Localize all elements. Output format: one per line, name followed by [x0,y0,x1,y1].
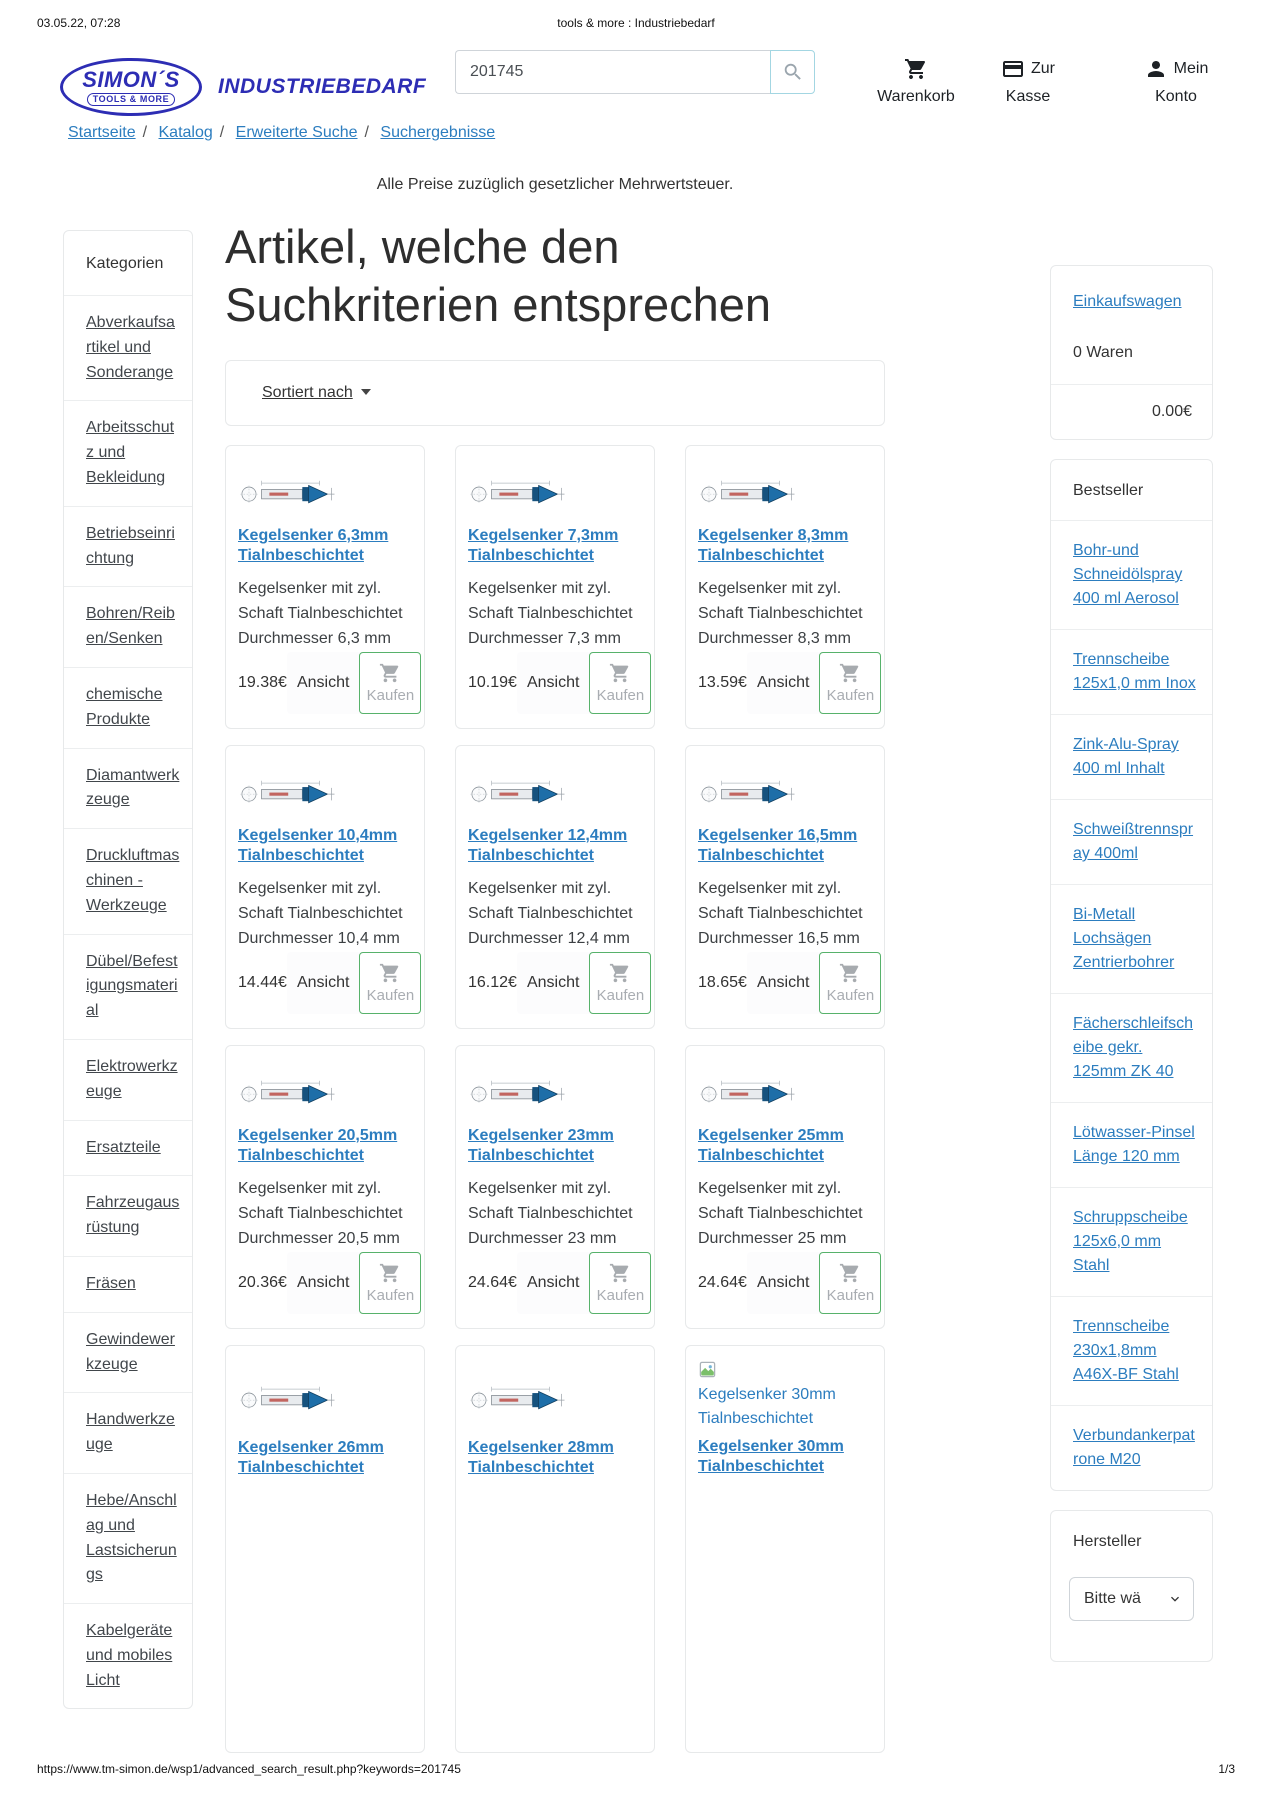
product-title-link[interactable]: Kegelsenker 26mm Tialnbeschichtet [238,1438,384,1477]
category-item [64,295,192,400]
nav-account-label-2: Konto [1155,88,1197,105]
product-card [455,1345,655,1753]
product-price: 24.64€ [468,1273,517,1291]
print-url: https://www.tm-simon.de/wsp1/advanced_search_result.php?keywords=201745 [37,1762,461,1776]
bestseller-link[interactable]: Bi-Metall Lochsägen Zentrierbohrer [1073,906,1175,971]
broken-image-icon [698,1360,717,1379]
cart-icon [904,57,928,81]
right-sidebar [1050,265,1213,1681]
category-item [64,400,192,505]
product-title-link[interactable]: Kegelsenker 25mm Tialnbeschichtet [698,1126,844,1165]
product-card [455,445,655,729]
category-item [64,748,192,829]
bestseller-list [1051,520,1212,1490]
breadcrumb-separator: / [364,124,369,141]
buy-button[interactable] [359,952,421,1014]
bestseller-item [1051,1296,1212,1405]
bestseller-title: Bestseller [1073,482,1144,499]
bestseller-item [1051,884,1212,993]
chevron-down-icon [1167,1591,1183,1607]
bestseller-item [1051,1405,1212,1490]
product-description: Kegelsenker mit zyl. Schaft Tialnbeschichtet Durchmesser 6,3 mm [238,580,403,647]
nav-checkout[interactable] [985,56,1071,106]
bestseller-item [1051,1187,1212,1296]
shop-logo[interactable] [60,58,426,116]
product-price: 14.44€ [238,973,287,991]
nav-cart[interactable] [870,56,962,106]
bestseller-link[interactable]: Zink-Alu-Spray 400 ml Inhalt [1073,736,1179,777]
sort-box [225,360,885,426]
category-item [64,1175,192,1256]
breadcrumb-item [159,124,236,141]
buy-button[interactable] [819,1252,881,1314]
buy-button-label: Kaufen [596,686,645,704]
product-actions [517,952,651,1014]
view-button[interactable]: Ansicht [756,1273,810,1291]
breadcrumb-separator: / [142,124,148,141]
cart-total: 0.00€ [1051,384,1212,439]
categories-list [64,295,192,1708]
cart-icon [839,662,861,684]
category-link[interactable]: Bohren/Reiben/Senken [86,605,175,648]
product-actions [517,1252,651,1314]
cart-count: 0 Waren [1073,344,1133,361]
bestseller-link[interactable]: Lötwasser-Pinsel Länge 120 mm [1073,1124,1195,1165]
category-item [64,667,192,748]
countersink-drawing-image [238,774,340,808]
tax-notice: Alle Preise zuzüglich gesetzlicher Mehrwertsteuer. [376,176,734,193]
person-icon [1144,57,1168,81]
manufacturer-select-value: Bitte wä [1084,1590,1141,1607]
cart-icon [609,662,631,684]
product-image [238,760,412,822]
bestseller-item [1051,520,1212,629]
product-actions [747,652,881,714]
product-card [455,1045,655,1329]
buy-button[interactable] [589,652,651,714]
product-title-link[interactable]: Kegelsenker 30mm Tialnbeschichtet [698,1437,844,1476]
product-description: Kegelsenker mit zyl. Schaft Tialnbeschichtet Durchmesser 7,3 mm [468,580,633,647]
product-image [468,460,642,522]
product-actions [287,1252,421,1314]
manufacturer-title: Hersteller [1073,1533,1142,1550]
breadcrumb-link[interactable]: Erweiterte Suche [235,124,358,141]
search-button[interactable] [770,50,815,94]
countersink-drawing-image [698,1074,800,1108]
print-page-number: 1/3 [1218,1762,1235,1776]
countersink-drawing-image [468,774,570,808]
category-link[interactable]: Fräsen [86,1274,136,1292]
nav-account-label-1: Mein [1173,60,1209,77]
view-button[interactable]: Ansicht [526,673,580,691]
nav-checkout-label-1: Zur [1031,60,1055,77]
broken-image-placeholder [698,1360,872,1431]
product-card [685,1045,885,1329]
product-image-alt-text: Kegelsenker 30mm Tialnbeschichtet [698,1385,836,1427]
print-title: tools & more : Industriebedarf [557,16,715,30]
search-icon [782,61,804,83]
nav-cart-label: Warenkorb [877,88,955,105]
cart-box-link[interactable]: Einkaufswagen [1073,293,1182,310]
buy-button-label: Kaufen [826,986,875,1004]
nav-checkout-label-2: Kasse [1005,88,1051,105]
view-button[interactable]: Ansicht [756,673,810,691]
cart-icon [379,1262,401,1284]
product-image [238,460,412,522]
product-image [468,1060,642,1122]
category-link[interactable]: Kabelgeräte und mobiles Licht [86,1622,173,1689]
countersink-drawing-image [238,1380,340,1414]
category-link[interactable]: Druckluftmaschinen - Werkzeuge [86,847,180,914]
main-content [225,206,885,1753]
category-item [64,586,192,667]
countersink-drawing-image [698,474,800,508]
category-link[interactable]: Betriebseinrichtung [86,524,175,567]
product-image [698,760,872,822]
category-link[interactable]: Dübel/Befestigungsmaterial [86,952,178,1020]
product-card [685,445,885,729]
category-link[interactable]: Fahrzeugausrüstung [86,1194,180,1237]
breadcrumb-link[interactable]: Startseite [68,124,136,141]
product-image [468,1360,642,1434]
bestseller-item [1051,629,1212,714]
category-item [64,1256,192,1312]
category-link[interactable]: Abverkaufsartikel und Sonderange [86,314,175,381]
product-price-row [698,652,875,714]
buy-button-label: Kaufen [596,1286,645,1304]
manufacturer-box [1050,1510,1213,1662]
buy-button[interactable] [359,1252,421,1314]
product-title-link[interactable]: Kegelsenker 16,5mm Tialnbeschichtet [698,826,858,865]
countersink-drawing-image [468,1380,570,1414]
category-item [64,828,192,933]
breadcrumb-item [380,124,495,141]
product-price: 16.12€ [468,973,517,991]
view-button[interactable]: Ansicht [756,973,810,991]
product-description: Kegelsenker mit zyl. Schaft Tialnbeschichtet Durchmesser 20,5 mm [238,1180,403,1247]
countersink-drawing-image [698,774,800,808]
product-price-row [468,652,645,714]
category-item [64,1312,192,1393]
product-title-link[interactable]: Kegelsenker 6,3mm Tialnbeschichtet [238,526,389,565]
categories-title: Kategorien [86,255,164,272]
buy-button[interactable] [359,652,421,714]
product-price-row [698,1252,875,1314]
product-card [455,745,655,1029]
product-price-row [468,952,645,1014]
breadcrumb [68,124,495,142]
category-link[interactable]: Arbeitsschutz und Bekleidung [86,419,175,486]
cart-icon [609,1262,631,1284]
category-item [64,1120,192,1176]
bestseller-item [1051,714,1212,799]
product-card [225,1345,425,1753]
view-button[interactable]: Ansicht [526,973,580,991]
product-card [225,1045,425,1329]
cart-icon [379,662,401,684]
product-price: 13.59€ [698,673,747,691]
product-image [238,1360,412,1434]
product-title-link[interactable]: Kegelsenker 23mm Tialnbeschichtet [468,1126,614,1165]
breadcrumb-item [236,124,381,141]
nav-account[interactable] [1128,56,1224,106]
category-link[interactable]: Diamantwerkzeuge [86,766,180,809]
product-description: Kegelsenker mit zyl. Schaft Tialnbeschichtet Durchmesser 25 mm [698,1180,863,1247]
print-header [37,16,1235,30]
buy-button[interactable] [819,952,881,1014]
cart-box [1050,265,1213,440]
product-price-row [468,1252,645,1314]
product-actions [747,1252,881,1314]
buy-button-label: Kaufen [366,686,415,704]
search-bar [455,50,815,94]
category-item [64,934,192,1039]
sort-dropdown[interactable]: Sortiert nach [262,383,353,401]
product-price: 19.38€ [238,673,287,691]
bestseller-box [1050,459,1213,1491]
countersink-drawing-image [468,474,570,508]
countersink-drawing-image [238,474,340,508]
product-price-row [238,652,415,714]
breadcrumb-link[interactable]: Suchergebnisse [380,124,496,141]
logo-oval [60,58,202,116]
category-link[interactable]: chemische Produkte [86,685,163,728]
category-link[interactable]: Ersatzteile [86,1138,161,1156]
buy-button-label: Kaufen [366,986,415,1004]
bestseller-link[interactable]: Trennscheibe 230x1,8mm A46X-BF Stahl [1073,1318,1179,1383]
view-button[interactable]: Ansicht [296,1273,350,1291]
product-card [685,1345,885,1753]
bestseller-item [1051,799,1212,884]
product-image [698,460,872,522]
product-image [468,760,642,822]
product-price: 10.19€ [468,673,517,691]
credit-card-icon [1001,57,1025,81]
view-button[interactable]: Ansicht [296,973,350,991]
buy-button-label: Kaufen [596,986,645,1004]
category-item [64,506,192,587]
bestseller-item [1051,1102,1212,1187]
product-title-link[interactable]: Kegelsenker 7,3mm Tialnbeschichtet [468,526,619,565]
category-item [64,1392,192,1473]
product-description: Kegelsenker mit zyl. Schaft Tialnbeschichtet Durchmesser 16,5 mm [698,880,863,947]
product-image [698,1060,872,1122]
product-actions [287,952,421,1014]
product-price-row [698,952,875,1014]
bestseller-link[interactable]: Fächerschleifscheibe gekr. 125mm ZK 40 [1073,1015,1194,1080]
product-price: 20.36€ [238,1273,287,1291]
bestseller-link[interactable]: Trennscheibe 125x1,0 mm Inox [1073,651,1196,692]
product-card [685,745,885,1029]
bestseller-item [1051,993,1212,1102]
buy-button-label: Kaufen [366,1286,415,1304]
category-item [64,1039,192,1120]
product-card [225,745,425,1029]
page-title: Artikel, welche den Suchkriterien entsprechen [225,220,772,331]
product-title-link[interactable]: Kegelsenker 8,3mm Tialnbeschichtet [698,526,849,565]
breadcrumb-item [68,124,159,141]
print-footer [37,1762,1235,1776]
product-actions [747,952,881,1014]
logo-name: SIMON´S [82,66,180,92]
product-description: Kegelsenker mit zyl. Schaft Tialnbeschichtet Durchmesser 23 mm [468,1180,633,1247]
countersink-drawing-image [468,1074,570,1108]
breadcrumb-link[interactable]: Katalog [158,124,213,141]
buy-button-label: Kaufen [826,1286,875,1304]
product-title-link[interactable]: Kegelsenker 20,5mm Tialnbeschichtet [238,1126,398,1165]
search-input[interactable] [455,50,770,94]
buy-button[interactable] [819,652,881,714]
product-card [225,445,425,729]
product-description: Kegelsenker mit zyl. Schaft Tialnbeschichtet Durchmesser 10,4 mm [238,880,403,947]
buy-button-label: Kaufen [826,686,875,704]
print-date: 03.05.22, 07:28 [37,16,121,30]
logo-wordmark: INDUSTRIEBEDARF [218,75,427,98]
product-image [238,1060,412,1122]
view-button[interactable]: Ansicht [526,1273,580,1291]
product-description: Kegelsenker mit zyl. Schaft Tialnbeschichtet Durchmesser 8,3 mm [698,580,863,647]
category-link[interactable]: Hebe/Anschlag und Lastsicherungs [86,1491,177,1584]
product-price: 24.64€ [698,1273,747,1291]
cart-icon [839,962,861,984]
bestseller-link[interactable]: Schruppscheibe 125x6,0 mm Stahl [1073,1209,1188,1274]
product-price-row [238,952,415,1014]
product-price-row [238,1252,415,1314]
product-title-link[interactable]: Kegelsenker 10,4mm Tialnbeschichtet [238,826,398,865]
view-button[interactable]: Ansicht [296,673,350,691]
bestseller-link[interactable]: Bohr-und Schneidölspray 400 ml Aerosol [1073,542,1183,607]
product-title-link[interactable]: Kegelsenker 12,4mm Tialnbeschichtet [468,826,628,865]
caret-down-icon [361,389,371,395]
bestseller-link[interactable]: Schweißtrennspray 400ml [1073,821,1194,862]
buy-button[interactable] [589,1252,651,1314]
manufacturer-select[interactable] [1069,1577,1194,1621]
buy-button[interactable] [589,952,651,1014]
categories-sidebar [63,230,193,1709]
cart-icon [609,962,631,984]
product-description: Kegelsenker mit zyl. Schaft Tialnbeschichtet Durchmesser 12,4 mm [468,880,633,947]
product-actions [517,652,651,714]
logo-subtitle: TOOLS & MORE [87,93,176,106]
category-item [64,1603,192,1708]
product-title-link[interactable]: Kegelsenker 28mm Tialnbeschichtet [468,1438,614,1477]
cart-icon [379,962,401,984]
countersink-drawing-image [238,1074,340,1108]
breadcrumb-separator: / [219,124,225,141]
product-actions [287,652,421,714]
category-link[interactable]: Elektrowerkzeuge [86,1057,178,1100]
product-grid [225,445,885,1753]
category-link[interactable]: Gewindewerkzeuge [86,1330,175,1373]
cart-icon [839,1262,861,1284]
bestseller-link[interactable]: Verbundankerpatrone M20 [1073,1427,1195,1468]
product-price: 18.65€ [698,973,747,991]
category-link[interactable]: Handwerkzeuge [86,1411,175,1454]
category-item [64,1473,192,1603]
